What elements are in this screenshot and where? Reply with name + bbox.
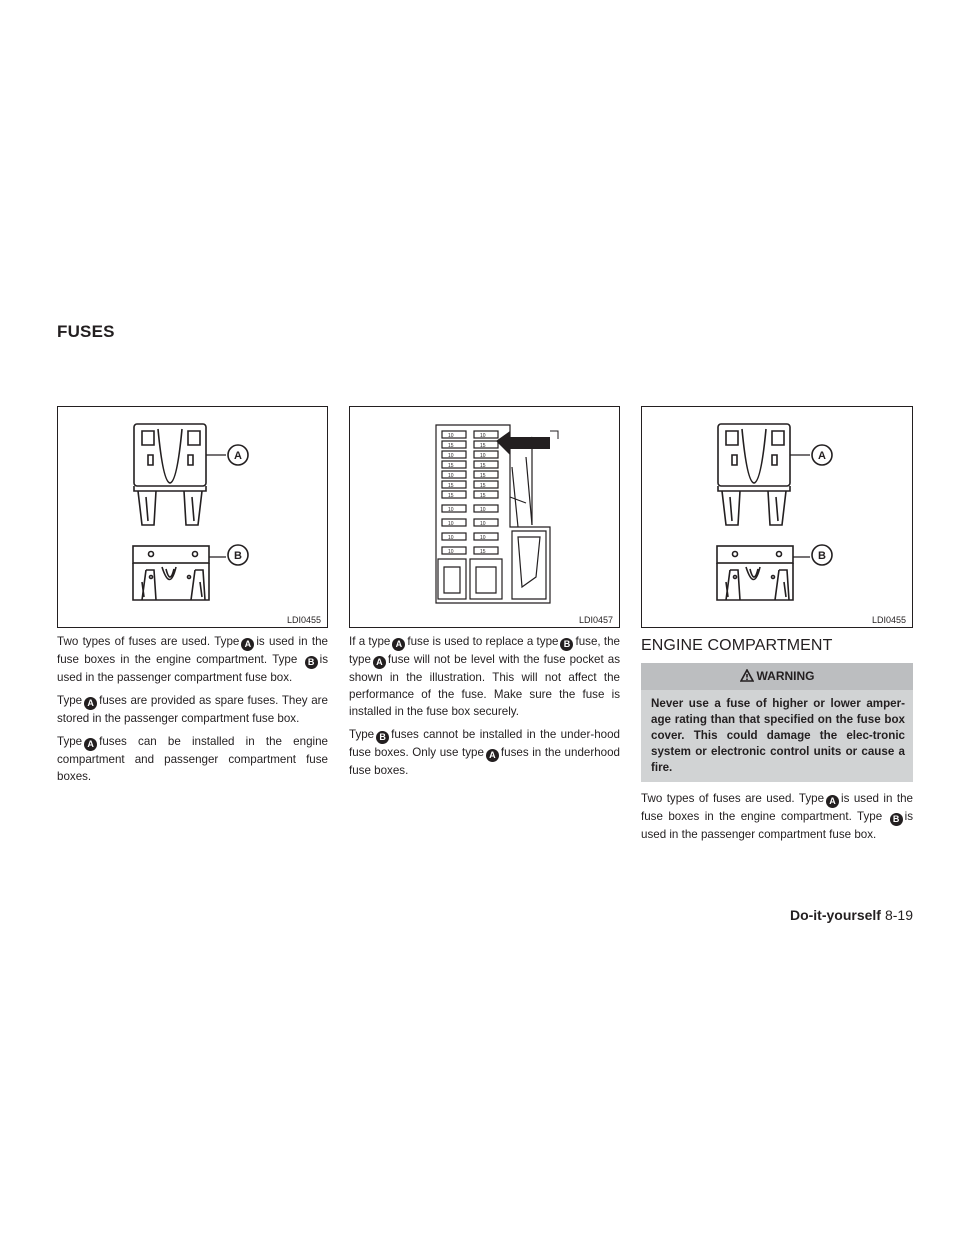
text: Two types of fuses are used. Type bbox=[641, 792, 825, 805]
svg-text:15: 15 bbox=[480, 493, 486, 499]
svg-text:10: 10 bbox=[480, 433, 486, 439]
svg-text:15: 15 bbox=[448, 463, 454, 469]
chapter-name: Do-it-yourself bbox=[789, 907, 881, 923]
svg-text:10: 10 bbox=[480, 535, 486, 541]
svg-text:10: 10 bbox=[448, 473, 454, 479]
svg-text:10: 10 bbox=[448, 521, 454, 527]
text: If a type bbox=[349, 635, 391, 648]
page-footer bbox=[790, 907, 913, 923]
column-3 bbox=[641, 633, 913, 849]
circled-a-icon: A bbox=[826, 795, 839, 808]
svg-text:10: 10 bbox=[448, 535, 454, 541]
svg-text:15: 15 bbox=[480, 483, 486, 489]
svg-text:15: 15 bbox=[480, 549, 486, 555]
fuse-types-illustration-2 bbox=[642, 407, 914, 629]
text: is used in the fuse boxes in the engine compartment. Type bbox=[641, 792, 913, 823]
svg-text:10: 10 bbox=[448, 507, 454, 513]
svg-text:15: 15 bbox=[448, 483, 454, 489]
callout-a-label: A bbox=[818, 450, 826, 462]
svg-text:15: 15 bbox=[448, 493, 454, 499]
text: fuses in the underhood fuse boxes. bbox=[349, 746, 620, 777]
section-title: FUSES bbox=[57, 322, 115, 341]
svg-text:15: 15 bbox=[480, 463, 486, 469]
svg-text:15: 15 bbox=[480, 443, 486, 449]
text: Type bbox=[349, 728, 375, 741]
text: is used in the passenger compartment fuse box. bbox=[57, 653, 328, 684]
circled-a-icon: A bbox=[241, 638, 254, 651]
paragraph bbox=[349, 633, 620, 720]
column-2 bbox=[349, 633, 620, 785]
text: fuses can be installed in the engine compartment and passenger compartment fuse boxes. bbox=[57, 735, 328, 783]
text: Type bbox=[57, 735, 83, 748]
text: Two types of fuses are used. Type bbox=[57, 635, 240, 648]
text: fuse, the type bbox=[349, 635, 621, 666]
svg-text:10: 10 bbox=[480, 453, 486, 459]
svg-text:10: 10 bbox=[448, 433, 454, 439]
svg-text:15: 15 bbox=[448, 443, 454, 449]
circled-a-icon: A bbox=[84, 697, 97, 710]
warning-header bbox=[641, 663, 913, 690]
circled-a-icon: A bbox=[84, 738, 97, 751]
figure-code: LDI0455 bbox=[871, 615, 906, 625]
circled-a-icon: A bbox=[373, 656, 386, 669]
callout-a-label: A bbox=[234, 450, 242, 462]
circled-b-icon: B bbox=[890, 813, 903, 826]
callout-b-label: B bbox=[818, 550, 826, 562]
text: fuses are provided as spare fuses. They are stored in the passenger compartment fuse box. bbox=[57, 694, 328, 725]
column-1 bbox=[57, 633, 328, 791]
paragraph bbox=[57, 692, 328, 727]
paragraph bbox=[57, 633, 328, 686]
warning-box bbox=[641, 663, 913, 782]
figure-code: LDI0455 bbox=[286, 615, 321, 625]
circled-b-icon: B bbox=[560, 638, 573, 651]
paragraph bbox=[641, 790, 913, 843]
warning-icon bbox=[740, 669, 754, 687]
circled-a-icon: A bbox=[392, 638, 405, 651]
paragraph bbox=[57, 733, 328, 785]
svg-text:10: 10 bbox=[448, 453, 454, 459]
text: is used in the passenger compartment fuse box. bbox=[641, 810, 913, 841]
page-number: 8-19 bbox=[884, 907, 913, 923]
fuse-types-illustration bbox=[58, 407, 329, 629]
text: fuse will not be level with the fuse pocket as shown in the illustration. This will not affect the performance of the fuse. Make sure the fuse is installed in the fuse box securely. bbox=[349, 653, 620, 718]
figure-fuse-types bbox=[57, 406, 328, 628]
figure-fuse-types-2 bbox=[641, 406, 913, 628]
figure-code: LDI0457 bbox=[578, 615, 613, 625]
text: Type bbox=[57, 694, 83, 707]
paragraph bbox=[349, 726, 620, 779]
svg-text:15: 15 bbox=[480, 473, 486, 479]
circled-a-icon: A bbox=[486, 749, 499, 762]
callout-b-label: B bbox=[234, 550, 242, 562]
text: is used in the fuse boxes in the engine compartment. Type bbox=[57, 635, 328, 666]
fuse-box-illustration bbox=[350, 407, 621, 629]
circled-b-icon: B bbox=[305, 656, 318, 669]
svg-text:10: 10 bbox=[480, 507, 486, 513]
text: fuse is used to replace a type bbox=[407, 635, 559, 648]
svg-text:10: 10 bbox=[448, 549, 454, 555]
circled-b-icon: B bbox=[376, 731, 389, 744]
svg-text:10: 10 bbox=[480, 521, 486, 527]
figure-fuse-box bbox=[349, 406, 620, 628]
warning-title: WARNING bbox=[756, 669, 815, 683]
warning-text: Never use a fuse of higher or lower amper-age rating than that specified on the fuse box cover. This could damage the elec-tronic system or electronic control units or cause a fire. bbox=[651, 697, 905, 774]
text: fuses cannot be installed in the under-hood fuse boxes. Only use type bbox=[349, 728, 620, 759]
subsection-heading: ENGINE COMPARTMENT bbox=[641, 637, 833, 654]
